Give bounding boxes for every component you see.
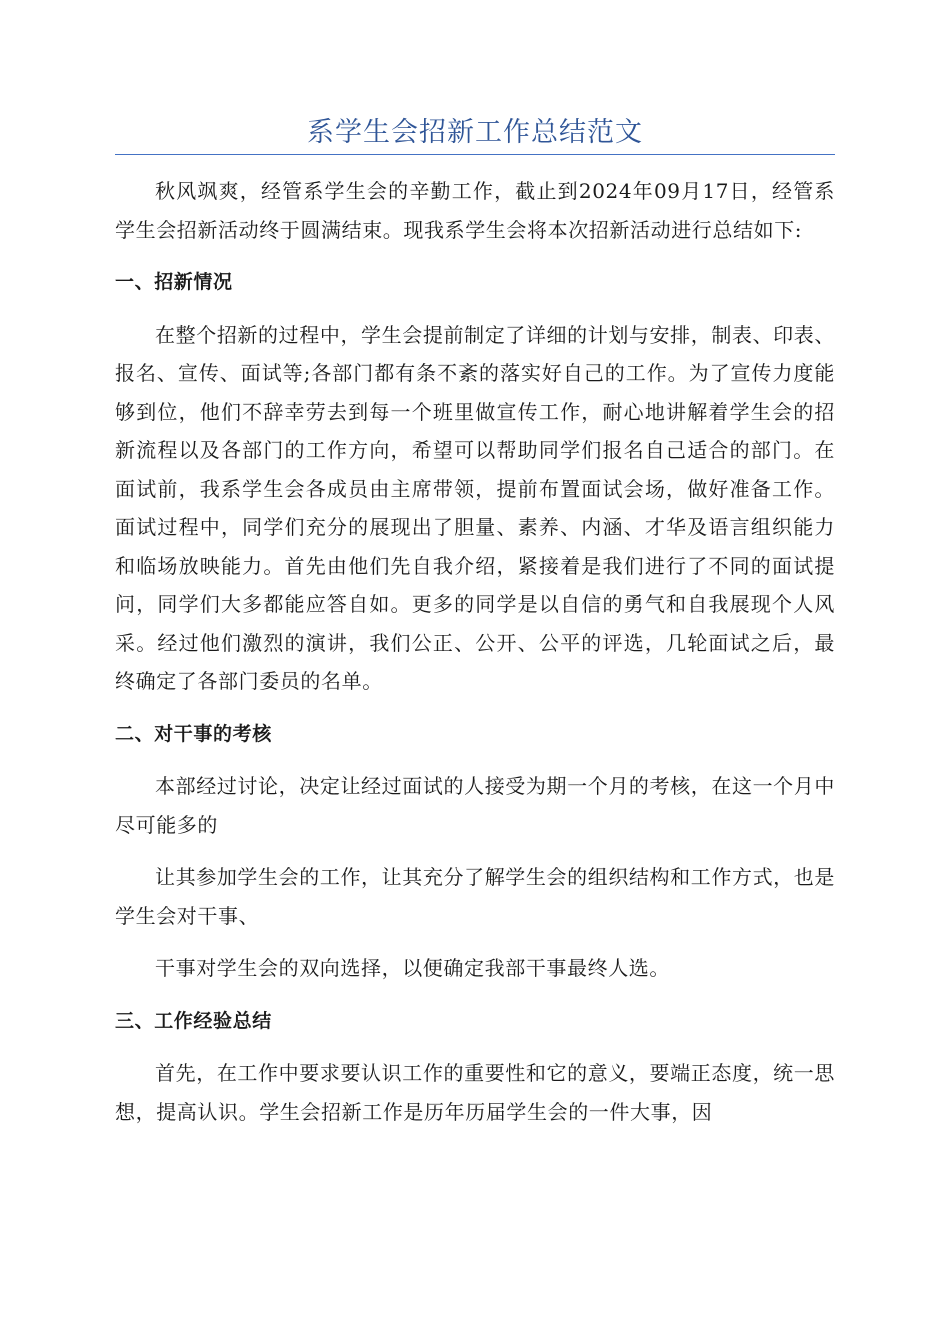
document-body	[115, 172, 835, 1145]
section-paragraph: 干事对学生会的双向选择，以便确定我部干事最终人选。	[155, 956, 670, 980]
section-paragraph: 首先，在工作中要求要认识工作的重要性和它的意义，要端正态度，统一思想，提高认识。学生会招新工作是历年历届学生会的一件大事，因	[115, 1061, 835, 1124]
section-heading-experience: 三、工作经验总结	[115, 1009, 272, 1032]
document-title: 系学生会招新工作总结范文	[307, 117, 643, 148]
section-paragraph: 让其参加学生会的工作，让其充分了解学生会的组织结构和工作方式，也是学生会对干事、	[115, 865, 835, 928]
section-heading-recruitment: 一、招新情况	[115, 271, 233, 293]
section-paragraph: 本部经过讨论，决定让经过面试的人接受为期一个月的考核，在这一个月中尽可能多的	[115, 774, 835, 837]
section-heading-assessment: 二、对干事的考核	[115, 722, 272, 745]
section-paragraph: 在整个招新的过程中，学生会提前制定了详细的计划与安排，制表、印表、报名、宣传、面试等;各部门都有条不紊的落实好自己的工作。为了宣传力度能够到位，他们不辞幸劳去到每一个班里做宣传工作，耐心地讲解着学生会的招新流程以及各部门的工作方向，希望可以帮助同学们报名自己适合的部门。在面试前，我系学生会各成员由主席带领，提前布置面试会场，做好准备工作。面试过程中，同学们充分的展现出了胆量、素养、内涵、才华及语言组织能力和临场放映能力。首先由他们先自我介绍，紧接着是我们进行了不同的面试提问，同学们大多都能应答自如。更多的同学是以自信的勇气和自我展现个人风采。经过他们激烈的演讲，我们公正、公开、公平的评选，几轮面试之后，最终确定了各部门委员的名单。	[115, 322, 835, 693]
intro-paragraph: 秋风飒爽，经管系学生会的辛勤工作，截止到2024年09月17日，经管系学生会招新活动终于圆满结束。现我系学生会将本次招新活动进行总结如下:	[115, 179, 835, 242]
title-underline	[115, 154, 835, 155]
